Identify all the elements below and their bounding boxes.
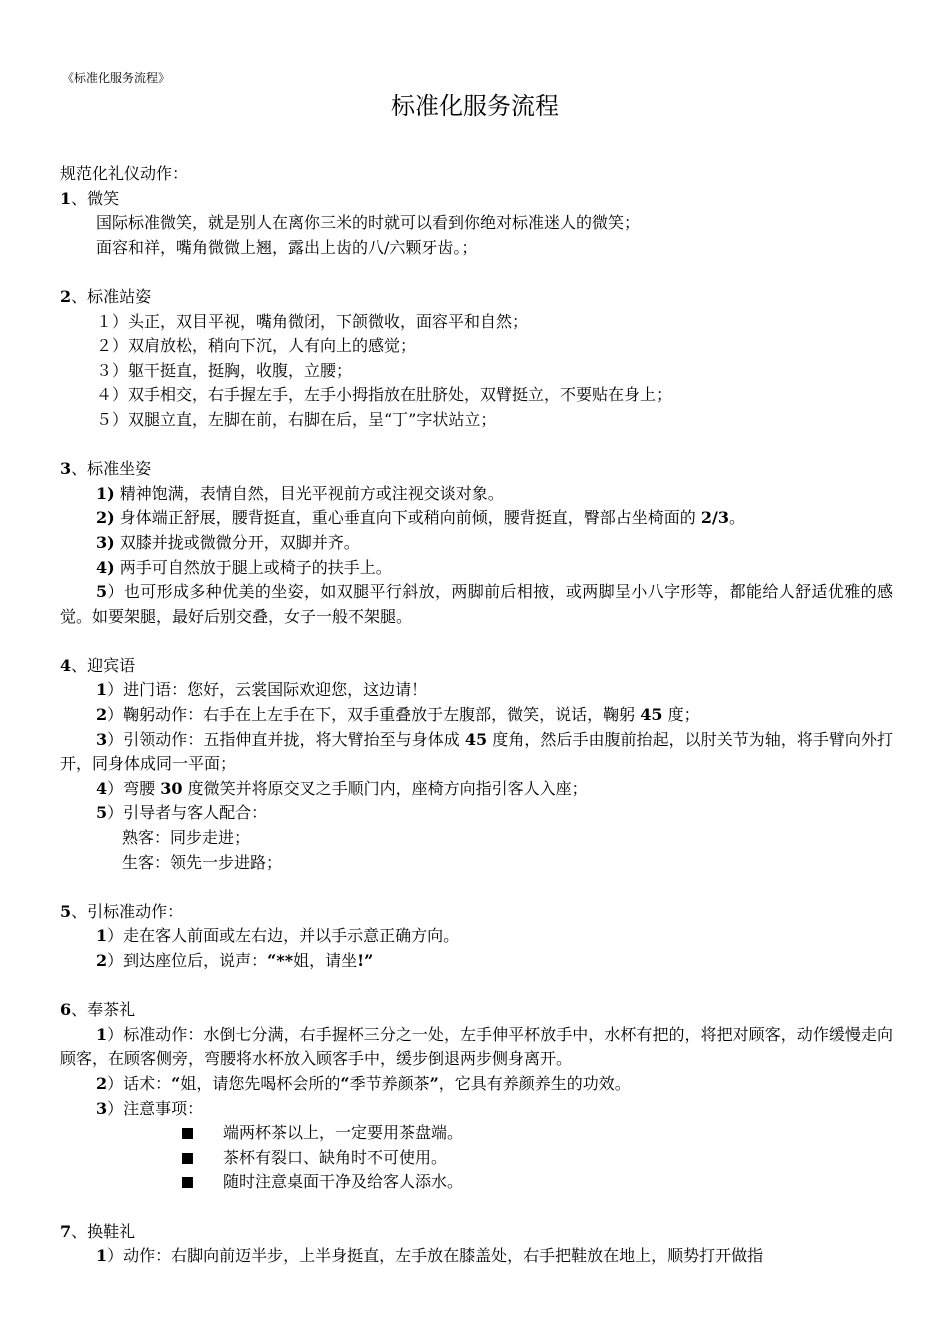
- section-heading: [60, 654, 893, 679]
- item-text: ）话术：: [107, 1073, 172, 1093]
- item-text-end: 度；: [662, 705, 700, 725]
- item-number: 1: [96, 680, 108, 700]
- list-item: [60, 482, 893, 507]
- section-title: 、迎宾语: [71, 655, 136, 675]
- section-number: 3: [60, 459, 72, 479]
- list-item: [60, 924, 893, 949]
- item-number: 5: [96, 803, 108, 823]
- item-bold: “: [340, 1073, 350, 1093]
- item-number: 1): [96, 483, 115, 503]
- section-heading: [60, 900, 893, 925]
- item-text-mid: 姐，请坐: [293, 951, 358, 970]
- bullet-text: 端两杯茶以上，一定要用茶盘端。: [223, 1123, 464, 1143]
- item-number: 3: [96, 729, 108, 749]
- item-number: 1: [96, 1246, 108, 1266]
- square-bullet-icon: [182, 1128, 193, 1139]
- list-item: [60, 531, 893, 556]
- bullet-item: [60, 1170, 893, 1195]
- item-number: 3): [96, 532, 115, 552]
- item-text-end: 。: [729, 508, 746, 528]
- list-item: [60, 556, 893, 581]
- item-number: 2): [96, 508, 115, 528]
- list-item: [60, 506, 893, 531]
- item-bold: “**: [267, 951, 294, 970]
- item-text: ）弯腰: [107, 778, 161, 798]
- item-bold: 45: [464, 729, 488, 749]
- list-item: ５）双腿立直，左脚在前，右脚在后，呈“丁”字状站立；: [96, 409, 497, 429]
- list-item: [60, 1072, 893, 1097]
- section-number: 2: [60, 286, 72, 306]
- list-item: [60, 801, 893, 826]
- paragraph-line: 国际标准微笑，就是别人在离你三米的时就可以看到你绝对标准迷人的微笑；: [96, 213, 641, 233]
- section-title: 、换鞋礼: [71, 1221, 136, 1241]
- list-item: [60, 1097, 893, 1122]
- item-text: ）引导者与客人配合：: [107, 803, 268, 823]
- bullet-item: [60, 1146, 893, 1171]
- list-item: [60, 777, 893, 802]
- item-text: ）也可形成多种优美的坐姿，如双腿平行斜放，两脚前后相掖，或两脚呈小八字形等，都能给人舒适优雅的感觉。如要架腿，最好后别交叠，女子一般不架腿。: [60, 582, 893, 626]
- list-item: [60, 703, 893, 728]
- item-number: 1: [96, 926, 108, 946]
- sub-item: 生客：领先一步进路；: [122, 852, 283, 872]
- bullet-item: [60, 1121, 893, 1146]
- section-number: 6: [60, 1000, 72, 1020]
- item-text: 双膝并拢或微微分开，双脚并齐。: [114, 532, 360, 552]
- section-heading: [60, 457, 893, 482]
- item-text: ）标准动作：水倒七分满，右手握杯三分之一处，左手伸平杯放手中，水杯有把的，将把对顾客，动作缓慢走向顾客，在顾客侧旁，弯腰将水杯放入顾客手中，缓步倒退两步侧身离开。: [60, 1024, 893, 1069]
- paragraph-line: 面容和祥，嘴角微微上翘，露出上齿的八/六颗牙齿。；: [96, 237, 478, 257]
- intro-line: 规范化礼仪动作：: [60, 164, 189, 183]
- section-title: 、标准坐姿: [71, 459, 152, 479]
- item-number: 2: [96, 1073, 108, 1093]
- item-text: ）进门语：您好，云裳国际欢迎您，这边请！: [107, 680, 428, 700]
- item-text-mid: 姐，请您先喝杯会所的: [180, 1073, 341, 1093]
- item-number: 2: [96, 705, 108, 725]
- item-text-end: 度角，然后手由腹前抬起，以肘关节为轴，将手臂向外打开，同身体成同一平面；: [60, 729, 893, 774]
- section-number: 1: [60, 188, 72, 208]
- list-item: ２）双肩放松，稍向下沉，人有向上的感觉；: [96, 336, 417, 356]
- list-item: ３）躯干挺直，挺胸，收腹，立腰；: [96, 360, 353, 380]
- item-text: 两手可自然放于腿上或椅子的扶手上。: [114, 557, 392, 577]
- section-number: 5: [60, 901, 72, 921]
- item-bold: 45: [640, 705, 663, 725]
- item-bold: 2/3: [700, 508, 729, 528]
- list-item: ４）双手相交，右手握左手，左手小拇指放在肚脐处，双臂挺立，不要贴在身上；: [96, 385, 673, 405]
- list-item: [60, 678, 893, 703]
- item-text-mid: 季节养颜茶: [349, 1073, 430, 1093]
- section-title: 、标准站姿: [71, 286, 152, 306]
- list-item: [60, 949, 893, 974]
- item-number: 2: [96, 951, 108, 970]
- item-number: 4): [96, 557, 115, 577]
- item-number: 5: [96, 582, 108, 602]
- item-bold: !”: [357, 951, 374, 970]
- item-text-end: ，它具有养颜养生的功效。: [438, 1073, 631, 1093]
- item-text: ）引领动作：五指伸直并拢，将大臂抬至与身体成: [107, 729, 465, 749]
- item-text: ）走在客人前面或左右边，并以手示意正确方向。: [107, 926, 460, 946]
- item-bold: “: [171, 1073, 181, 1093]
- section-title: 、微笑: [71, 188, 120, 208]
- item-text: ）动作：右脚向前迈半步，上半身挺直，左手放在膝盖处，右手把鞋放在地上，顺势打开做指: [107, 1246, 764, 1266]
- running-header: 《标准化服务流程》: [62, 71, 171, 85]
- list-item: [60, 1244, 893, 1269]
- item-number: 3: [96, 1098, 108, 1118]
- list-item: １）头正，双目平视，嘴角微闭，下颌微收，面容平和自然；: [96, 311, 529, 331]
- section-number: 4: [60, 655, 72, 675]
- item-number: 1: [96, 1024, 108, 1044]
- item-bold: ”: [429, 1073, 439, 1093]
- list-item: [60, 1023, 893, 1072]
- section-heading: [60, 285, 893, 310]
- item-text: ）鞠躬动作：右手在上左手在下，双手重叠放于左腹部，微笑，说话，鞠躬: [107, 705, 641, 725]
- item-text: 身体端正舒展，腰背挺直，重心垂直向下或稍向前倾，腰背挺直，臀部占坐椅面的: [114, 508, 701, 528]
- square-bullet-icon: [182, 1177, 193, 1188]
- section-title: 、引标准动作：: [71, 901, 184, 921]
- sub-item: 熟客：同步走进；: [122, 828, 251, 848]
- list-item: [60, 580, 893, 629]
- item-bold: 30: [160, 778, 183, 798]
- item-text: ）到达座位后，说声：: [107, 951, 268, 970]
- item-text-end: 度微笑并将原交叉之手顺门内，座椅方向指引客人入座；: [182, 778, 588, 798]
- section-title: 、奉茶礼: [71, 1000, 136, 1020]
- section-heading: [60, 187, 893, 212]
- list-item: [60, 728, 893, 777]
- section-heading: [60, 998, 893, 1023]
- page-title: 标准化服务流程: [391, 92, 559, 120]
- bullet-text: 随时注意桌面干净及给客人添水。: [223, 1172, 464, 1192]
- item-number: 4: [96, 778, 108, 798]
- item-text: 精神饱满，表情自然，目光平视前方或注视交谈对象。: [114, 483, 504, 503]
- section-heading: [60, 1220, 893, 1245]
- document-body: [60, 162, 893, 1269]
- section-number: 7: [60, 1221, 72, 1241]
- square-bullet-icon: [182, 1153, 193, 1164]
- item-text: ）注意事项：: [107, 1098, 204, 1118]
- bullet-text: 茶杯有裂口、缺角时不可使用。: [223, 1147, 448, 1167]
